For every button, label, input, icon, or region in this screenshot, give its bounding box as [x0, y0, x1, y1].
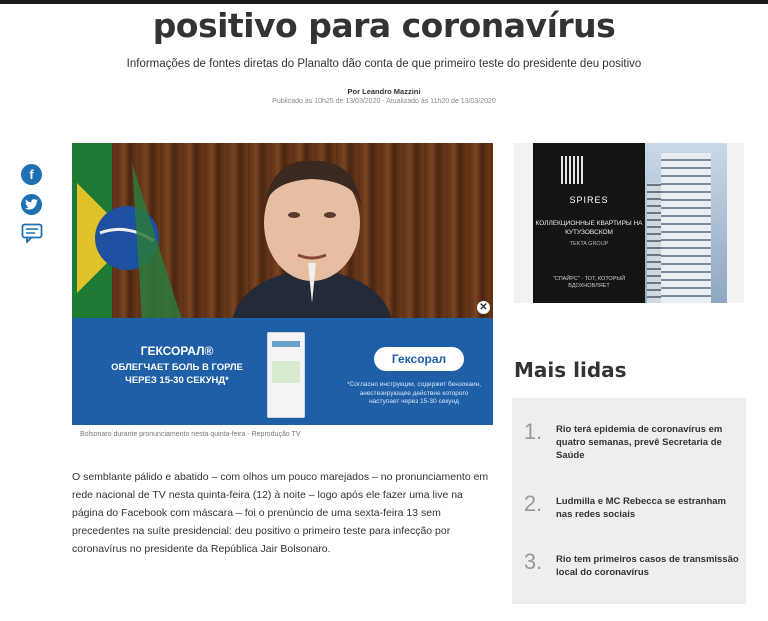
mais-lidas-title: Mais lidas [514, 358, 627, 382]
twitter-icon[interactable] [21, 194, 42, 215]
comment-icon[interactable] [21, 223, 43, 243]
article-media [72, 143, 493, 425]
side-ad-line3: "СПАЙРС" - ТОТ, КОТОРЫЙ ВДОХНОВЛЯЕТ [552, 276, 626, 289]
ad-title[interactable]: ГЕКСОРАЛ® [140, 344, 214, 358]
list-item-link[interactable]: Rio tem primeiros casos de transmissão local do coronavírus [556, 554, 739, 578]
article-body: O semblante pálido e abatido – com olhos um pouco marejados – no pronunciamento em rede nacional de TV nesta quinta-feira (12) à noite – logo após ele fazer uma live na página do Facebook com máscara – foi o prenúncio de uma sexta-feira 13 sem precedentes na suíte presidencial: deu positivo o primeiro teste para infecção por coronavírus no presidente da República Jair Bolsonaro. [72, 471, 489, 555]
article-dates: Publicado às 10h25 de 13/03/2020 - Atualizado às 11h20 de 13/03/2020 [272, 98, 496, 105]
close-icon[interactable]: ✕ [477, 301, 490, 314]
article-byline[interactable]: Por Leandro Mazzini [347, 87, 421, 96]
mais-lidas-list [512, 398, 746, 604]
list-item-link[interactable]: Ludmilla e MC Rebecca se estranham nas redes sociais [556, 496, 727, 520]
spires-logo-icon [561, 156, 585, 184]
list-item-number: 3. [523, 549, 543, 574]
facebook-icon[interactable]: f [21, 164, 42, 185]
top-bar [0, 0, 768, 4]
side-ad-building-image[interactable] [645, 143, 727, 303]
ad-product-image[interactable] [267, 332, 305, 418]
side-ad-line2: TEKTA GROUP [569, 241, 609, 247]
side-ad-brand[interactable]: SPIRES [569, 195, 609, 205]
ad-logo[interactable]: Гексорал [374, 347, 464, 371]
president-photo-illustration [72, 143, 493, 320]
side-ad[interactable] [514, 143, 744, 303]
list-item-number: 2. [523, 491, 543, 516]
article-subtitle: Informações de fontes diretas do Planalto dão conta de que primeiro teste do presidente deu positivo [126, 58, 642, 70]
article-photo [72, 143, 493, 320]
list-item-number: 1. [523, 419, 543, 444]
photo-caption: Bolsonaro durante pronunciamento nesta quinta-feira - Reprodução TV [80, 431, 301, 438]
ad-fine-print: *Согласно инструкции, содержит бензокаин, анестезирующее действие которого наступает через 15-30 секунд [347, 381, 481, 405]
side-ad-line1: КОЛЛЕКЦИОННЫЕ КВАРТИРЫ НА КУТУЗОВСКОМ [535, 220, 643, 236]
inline-ad[interactable] [72, 318, 493, 425]
article-headline: positivo para coronavírus [152, 6, 616, 45]
ad-text[interactable]: ОБЛЕГЧАЕТ БОЛЬ В ГОРЛЕ ЧЕРЕЗ 15-30 СЕКУНД* [111, 362, 243, 386]
list-item-link[interactable]: Rio terá epidemia de coronavírus em quatro semanas, prevê Secretaria de Saúde [556, 424, 723, 461]
